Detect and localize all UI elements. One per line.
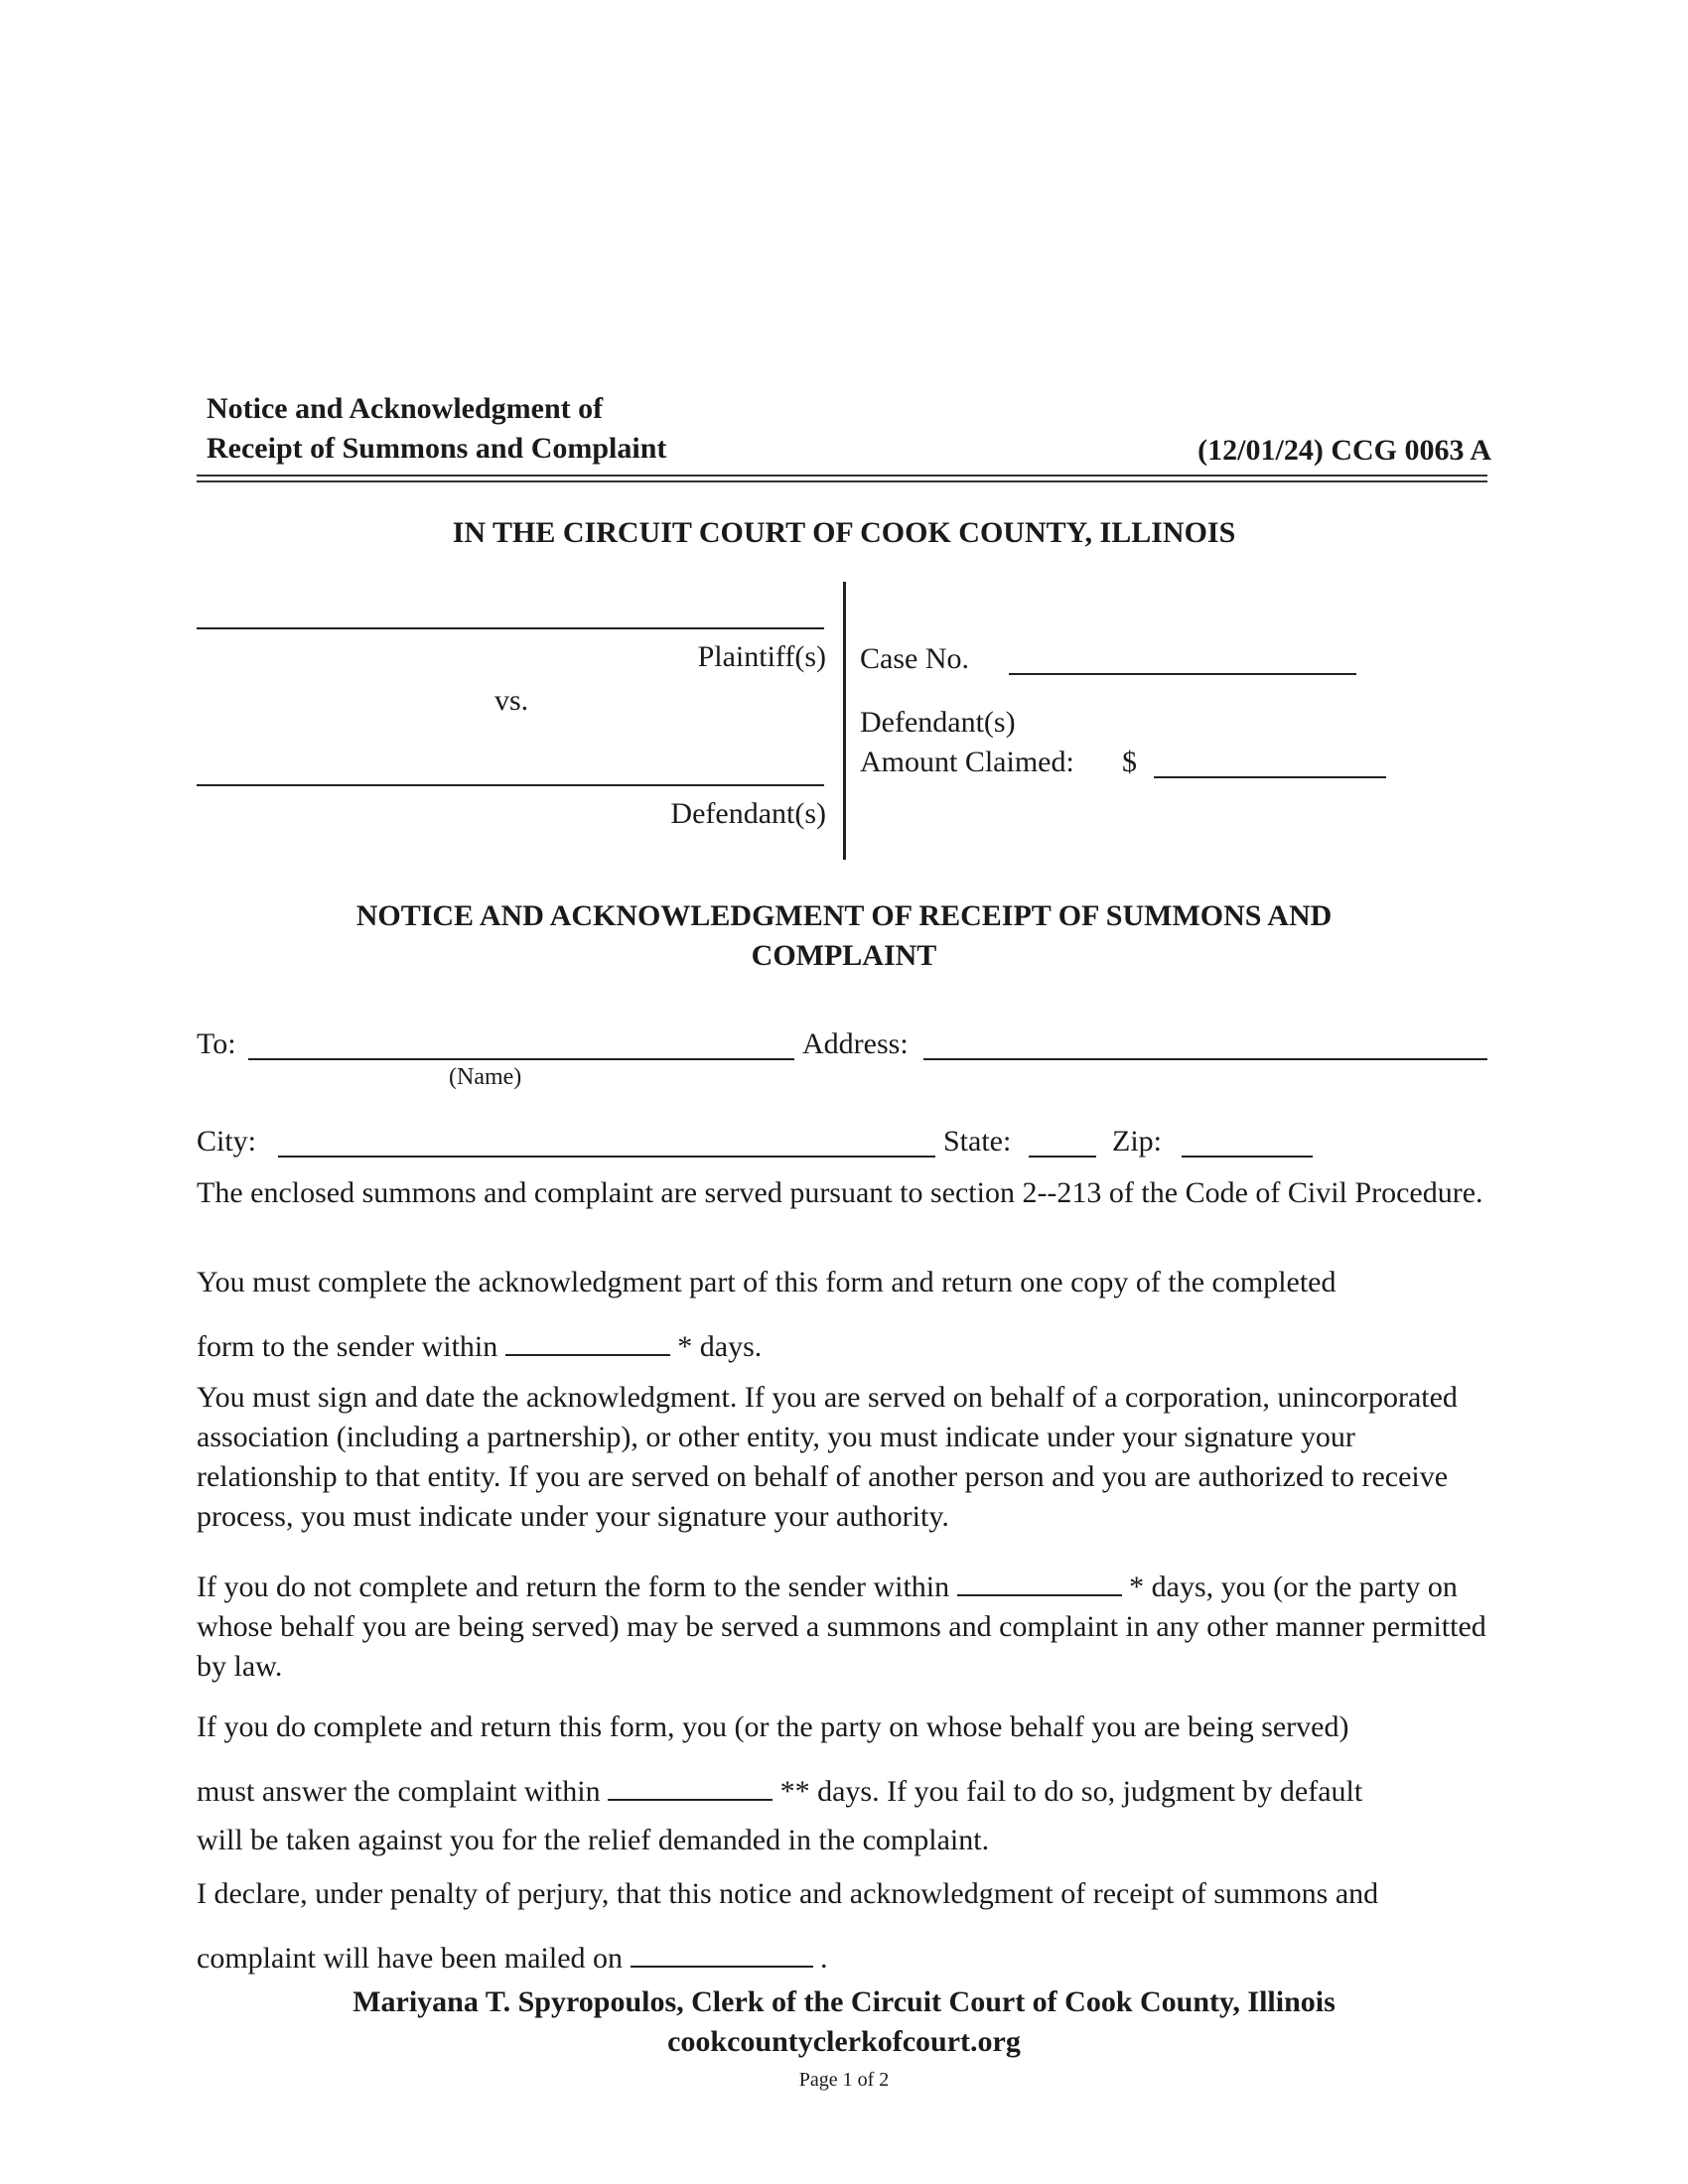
case-no-field[interactable] xyxy=(1009,673,1356,675)
mailed-on-date-field[interactable] xyxy=(631,1938,813,1968)
amount-claimed-field[interactable] xyxy=(1154,776,1386,778)
return-days-suffix: * days. xyxy=(677,1330,763,1363)
to-label: To: xyxy=(197,1027,236,1060)
court-title: IN THE CIRCUIT COURT OF COOK COUNTY, ILLINOIS xyxy=(452,516,1236,549)
form-code: (12/01/24) CCG 0063 A xyxy=(1197,434,1491,467)
notice-title-line2: COMPLAINT xyxy=(751,939,937,972)
defendant-name-line[interactable] xyxy=(197,784,824,786)
mailed-on-period: . xyxy=(820,1942,828,1975)
zip-field[interactable] xyxy=(1182,1156,1313,1158)
plaintiff-label: Plaintiff(s) xyxy=(697,640,826,673)
return-within-text: form to the sender within xyxy=(197,1330,498,1363)
paragraph-declaration-line2 xyxy=(197,1938,828,1979)
clerk-name: Mariyana T. Spyropoulos, Clerk of the Circuit Court of Cook County, Illinois xyxy=(352,1985,1336,2018)
address-field[interactable] xyxy=(923,1058,1487,1060)
mailed-on-text: complaint will have been mailed on xyxy=(197,1942,624,1975)
paragraph-failure-to-return xyxy=(197,1567,1489,1687)
state-label: State: xyxy=(943,1125,1012,1158)
vs-label: vs. xyxy=(494,684,529,717)
caption-divider xyxy=(843,582,846,860)
return-days-field[interactable] xyxy=(505,1326,670,1356)
city-field[interactable] xyxy=(278,1156,935,1158)
case-no-label: Case No. xyxy=(860,642,969,675)
header-rule-top xyxy=(197,475,1487,477)
paragraph-answer-line1: If you do complete and return this form, you (or the party on whose behalf you are being served) xyxy=(197,1710,1349,1743)
amount-claimed-label: Amount Claimed: xyxy=(860,746,1074,778)
answer-within-text: must answer the complaint within xyxy=(197,1775,601,1808)
to-name-field[interactable] xyxy=(248,1058,794,1060)
header-rule-bottom xyxy=(197,480,1487,482)
plaintiff-name-line[interactable] xyxy=(197,627,824,629)
paragraph-answer-line2 xyxy=(197,1771,1362,1812)
zip-label: Zip: xyxy=(1112,1125,1162,1158)
dollar-sign: $ xyxy=(1122,746,1137,778)
paragraph-code-reference: The enclosed summons and complaint are served pursuant to section 2--213 of the Code of Civil Procedure. xyxy=(197,1176,1483,1209)
page-number: Page 1 of 2 xyxy=(798,2069,890,2091)
failure-text-b: * days, you (or the party on whose behalf you are being served) may be served a summons and complaint in any other manner permitted by law. xyxy=(197,1570,1486,1683)
address-label: Address: xyxy=(802,1027,909,1060)
city-label: City: xyxy=(197,1125,257,1158)
paragraph-answer-line3: will be taken against you for the relief demanded in the complaint. xyxy=(197,1824,990,1856)
failure-days-field[interactable] xyxy=(957,1567,1122,1596)
paragraph-sign-and-date: You must sign and date the acknowledgment. If you are served on behalf of a corporation, unincorporated association (including a partnership), or other entity, you must indicate under your signature your relationship to that entity. If you are served on behalf of another person and you are authorized to receive process, you must indicate under your signature your authority. xyxy=(197,1381,1458,1533)
defendant-right-label: Defendant(s) xyxy=(860,706,1016,739)
failure-text-a: If you do not complete and return the form to the sender within xyxy=(197,1570,950,1603)
name-hint: (Name) xyxy=(449,1064,522,1090)
form-title-line1: Notice and Acknowledgment of xyxy=(207,392,604,425)
answer-days-suffix: ** days. If you fail to do so, judgment by default xyxy=(779,1775,1363,1808)
paragraph-complete-line1: You must complete the acknowledgment part of this form and return one copy of the completed xyxy=(197,1266,1336,1298)
answer-days-field[interactable] xyxy=(608,1771,773,1801)
form-title-line2: Receipt of Summons and Complaint xyxy=(207,432,667,465)
paragraph-complete-line2 xyxy=(197,1326,762,1367)
state-field[interactable] xyxy=(1029,1156,1096,1158)
clerk-website: cookcountyclerkofcourt.org xyxy=(667,2025,1021,2058)
notice-title-line1: NOTICE AND ACKNOWLEDGMENT OF RECEIPT OF SUMMONS AND xyxy=(355,899,1333,932)
paragraph-declaration-line1: I declare, under penalty of perjury, that this notice and acknowledgment of receipt of summons and xyxy=(197,1877,1379,1910)
defendant-label: Defendant(s) xyxy=(670,797,826,830)
